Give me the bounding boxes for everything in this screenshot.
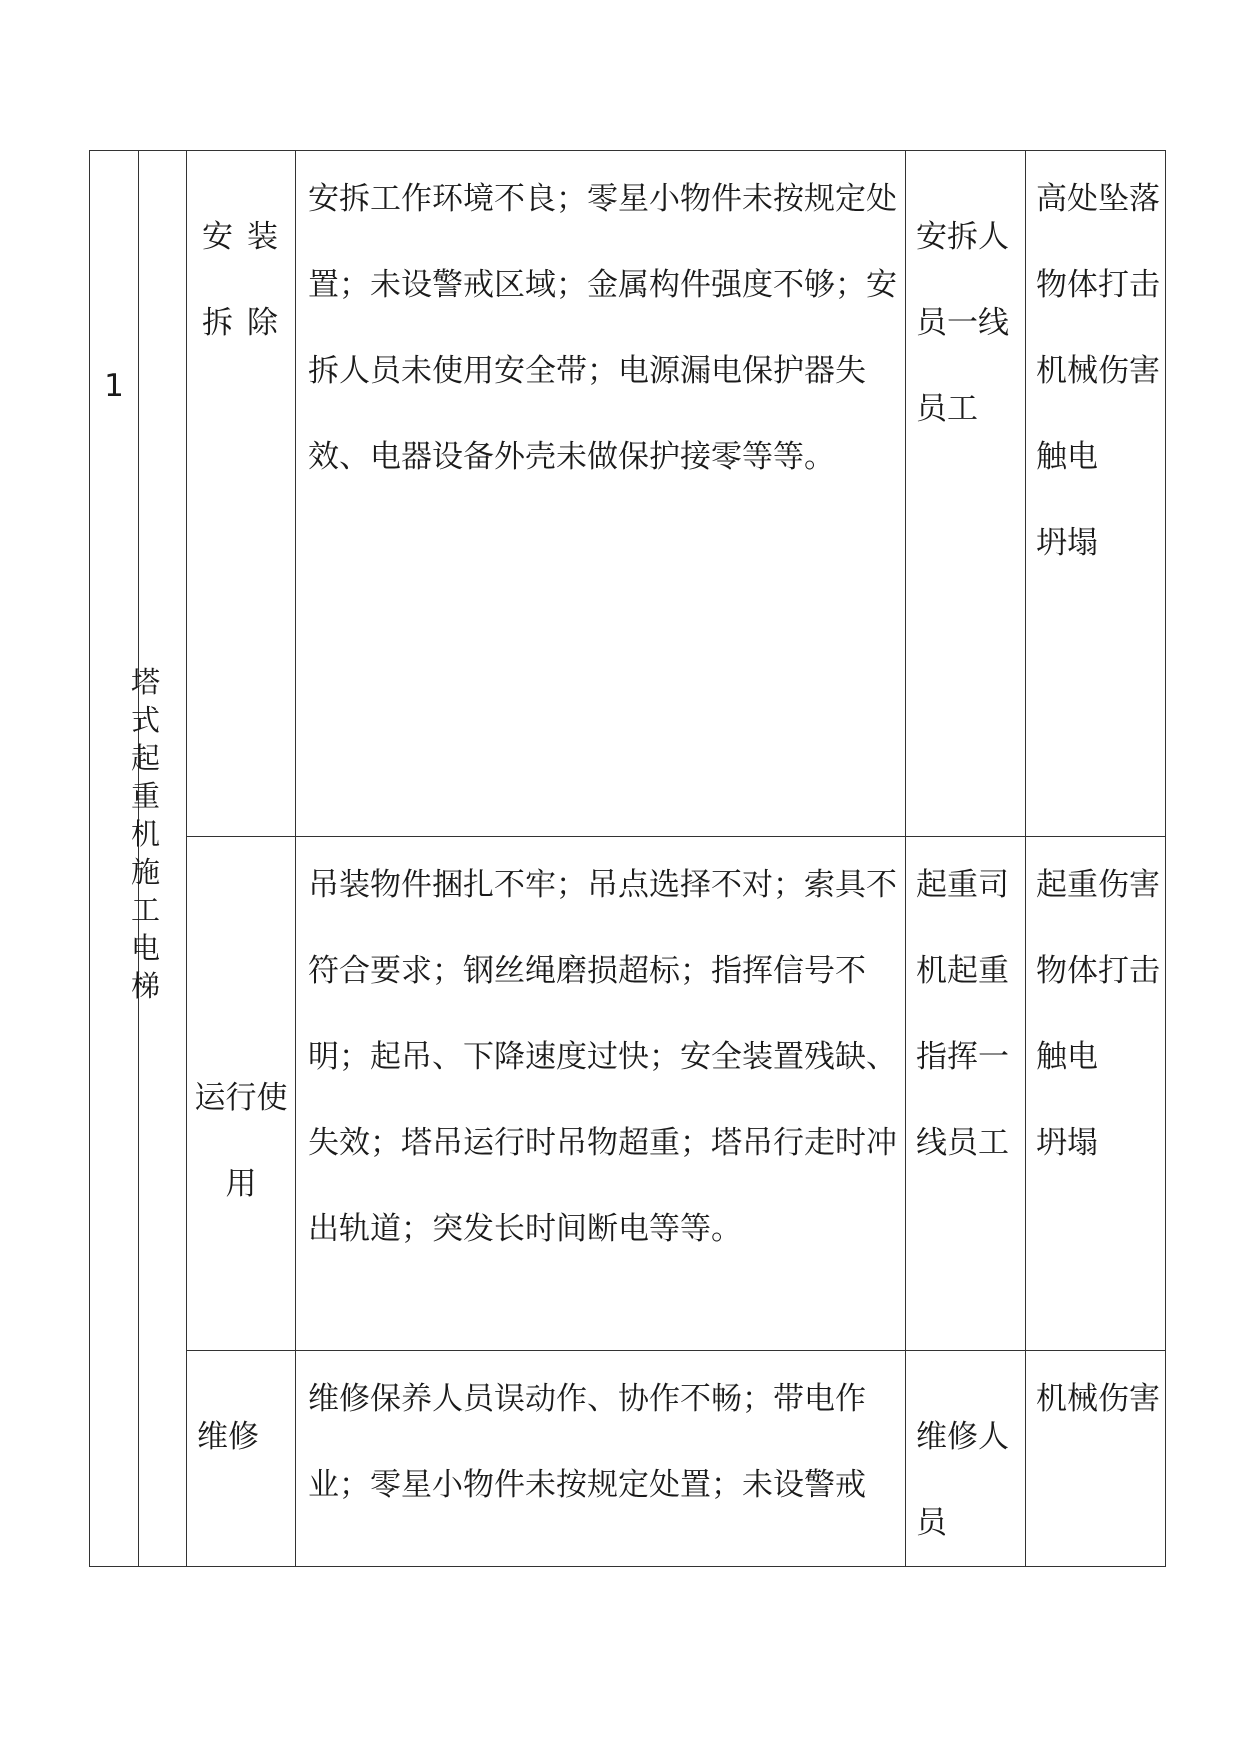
hazard-item: 起重伤害 (1036, 867, 1160, 903)
hazard-description: 吊装物件捆扎不牢；吊点选择不对；索具不符合要求；钢丝绳磨损超标；指挥信号不明；起吊、下降速度过快；安全装置残缺、失效；塔吊运行时吊物超重；塔吊行走时冲出轨道；突发长时间断电等等。 (296, 837, 906, 1351)
stage-name: 安装拆除 (187, 151, 296, 837)
row-number: 1 (90, 151, 139, 1567)
stage-name: 维修 (187, 1351, 296, 1567)
hazard-types (1026, 151, 1166, 837)
table-row (90, 1351, 1166, 1567)
equipment-cell (131, 151, 187, 1567)
equipment-name: 塔式起重机施工电梯 (131, 665, 161, 1003)
hazard-item: 触电 (1036, 439, 1098, 475)
hazard-item: 坍塌 (1036, 1125, 1098, 1161)
hazard-item: 物体打击 (1036, 267, 1160, 303)
hazard-types (1026, 837, 1166, 1351)
responsible-personnel: 安拆人员一线员工 (906, 151, 1026, 837)
hazard-item: 触电 (1036, 1039, 1098, 1075)
hazard-item: 物体打击 (1036, 953, 1160, 989)
hazard-item: 坍塌 (1036, 525, 1098, 561)
hazard-description: 安拆工作环境不良；零星小物件未按规定处置；未设警戒区域；金属构件强度不够；安拆人员未使用安全带；电源漏电保护器失效、电器设备外壳未做保护接零等等。 (296, 151, 906, 837)
hazard-item: 高处坠落 (1036, 181, 1160, 217)
stage-name: 运行使用 (187, 837, 296, 1351)
responsible-personnel: 起重司机起重指挥一线员工 (906, 837, 1026, 1351)
risk-table (89, 150, 1166, 1567)
hazard-description: 维修保养人员误动作、协作不畅；带电作业；零星小物件未按规定处置；未设警戒 (296, 1351, 906, 1567)
hazard-item: 机械伤害 (1036, 1381, 1160, 1417)
table-row (90, 837, 1166, 1351)
hazard-item: 机械伤害 (1036, 353, 1160, 389)
hazard-types (1026, 1351, 1166, 1567)
responsible-personnel: 维修人员 (906, 1351, 1026, 1567)
table-row (90, 151, 1166, 837)
